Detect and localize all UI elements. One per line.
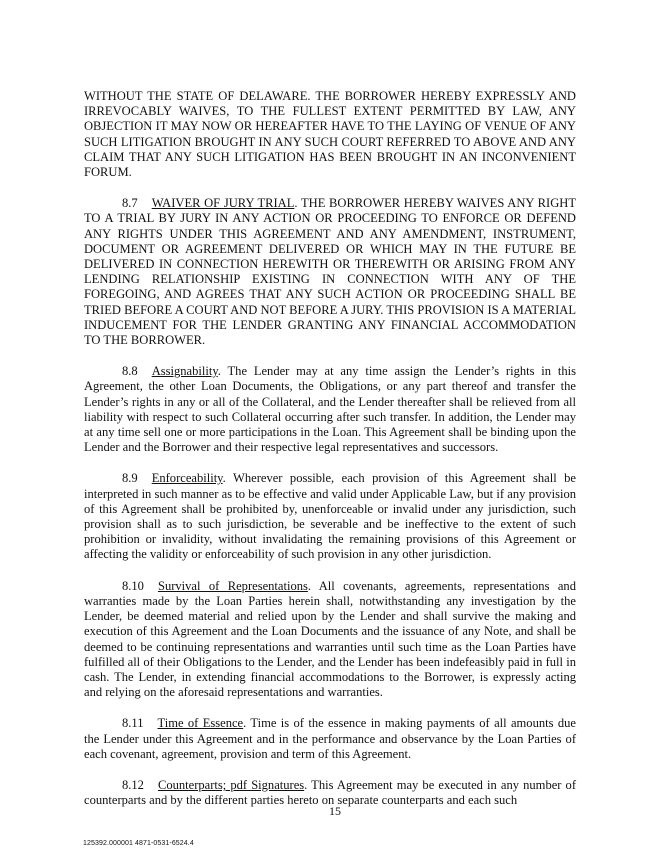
section-text: . All covenants, agreements, representations and warranties made by the Loan Parties herein shall, notwithstanding any investigation by the Lender, be deemed material and relied upon by the Lender and shall survive the making and execution of this Agreement and the Loan Documents and the issuance of any Note, and shall be deemed to be continuing representations and warranties until such time as the Loan Parties have fulfilled all of their Obligations to the Lender, and the Lender has been indefeasibly paid in full in cash. The Lender, in extending financial accommodations to the Borrower, is expressly acting and relying on the aforesaid representations and warranties. [84, 578, 576, 700]
section-8-11 [84, 716, 576, 762]
section-number: 8.10 [122, 578, 144, 593]
section-heading: Enforceability [151, 471, 223, 486]
section-text: . Wherever possible, each provision of this Agreement shall be interpreted in such manner as to be effective and valid under Applicable Law, but if any provision of this Agreement shall be prohibited by, unenforceable or invalid under any jurisdiction, such provision shall as to such jurisdiction, be severable and be ineffective to the extent of such prohibition or invalidity, without invalidating the remaining provisions of this Agreement or affecting the validity or enforceability of such provision in any other jurisdiction. [84, 471, 576, 562]
section-8-7 [84, 196, 576, 348]
section-text: . This Agreement may be executed in any number of counterparts and by the different parties hereto on separate counterparts and each such [84, 777, 577, 808]
section-heading: WAIVER OF JURY TRIAL [151, 196, 295, 211]
page-number: 15 [329, 804, 341, 818]
section-heading: Survival of Representations [157, 578, 308, 593]
paragraph-text: WITHOUT THE STATE OF DELAWARE. THE BORROWER HEREBY EXPRESSLY AND IRREVOCABLY WAIVES, TO THE FULLEST EXTENT PERMITTED BY LAW, ANY OBJECTION IT MAY NOW OR HEREAFTER HAVE TO THE LAYING OF VENUE OF ANY SUCH LITIGATION BROUGHT IN ANY SUCH COURT REFERRED TO ABOVE AND ANY CLAIM THAT ANY SUCH LITIGATION HAS BEEN BROUGHT IN AN INCONVENIENT FORUM. [84, 89, 576, 180]
section-8-9 [84, 471, 576, 562]
section-heading: Counterparts; pdf Signatures [157, 777, 305, 792]
document-id-footer: 125392.000001 4871-0531-6524.4 [83, 840, 194, 847]
section-number: 8.8 [122, 364, 138, 379]
section-number: 8.12 [122, 777, 144, 792]
section-8-10 [84, 579, 576, 701]
section-8-8 [84, 364, 576, 455]
document-body [84, 89, 576, 824]
section-number: 8.7 [122, 196, 138, 211]
section-text: . THE BORROWER HEREBY WAIVES ANY RIGHT TO A TRIAL BY JURY IN ANY ACTION OR PROCEEDING TO ENFORCE OR DEFEND ANY RIGHTS UNDER THIS AGREEMENT AND ANY AMENDMENT, INSTRUMENT, DOCUMENT OR AGREEMENT DELIVERED OR WHICH MAY IN THE FUTURE BE DELIVERED IN CONNECTION HEREWITH OR THEREWITH OR ARISING FROM ANY LENDING RELATIONSHIP EXISTING IN CONNECTION WITH ANY OF THE FOREGOING, AND AGREES THAT ANY SUCH ACTION OR PROCEEDING SHALL BE TRIED BEFORE A COURT AND NOT BEFORE A JURY. THIS PROVISION IS A MATERIAL INDUCEMENT FOR THE LENDER GRANTING ANY FINANCIAL ACCOMMODATION TO THE BORROWER. [84, 196, 576, 348]
section-text: . The Lender may at any time assign the Lender’s rights in this Agreement, the other Loan Documents, the Obligations, or any part thereof and transfer the Lender’s rights in any or all of the Collateral, and the Lender thereafter shall be relieved from all liability with respect to such Collateral occurring after such transfer. In addition, the Lender may at any time sell one or more participations in the Loan. This Agreement shall be binding upon the Lender and the Borrower and their respective legal representatives and successors. [84, 364, 576, 455]
section-heading: Time of Essence [157, 716, 244, 731]
section-number: 8.11 [122, 716, 144, 731]
paragraph-venue-continuation [84, 89, 576, 180]
section-heading: Assignability [151, 364, 218, 379]
section-number: 8.9 [122, 471, 138, 486]
section-text: . Time is of the essence in making payments of all amounts due the Lender under this Agreement and in the performance and observance by the Loan Parties of each covenant, agreement, provision and term of this Agreement. [84, 716, 576, 761]
